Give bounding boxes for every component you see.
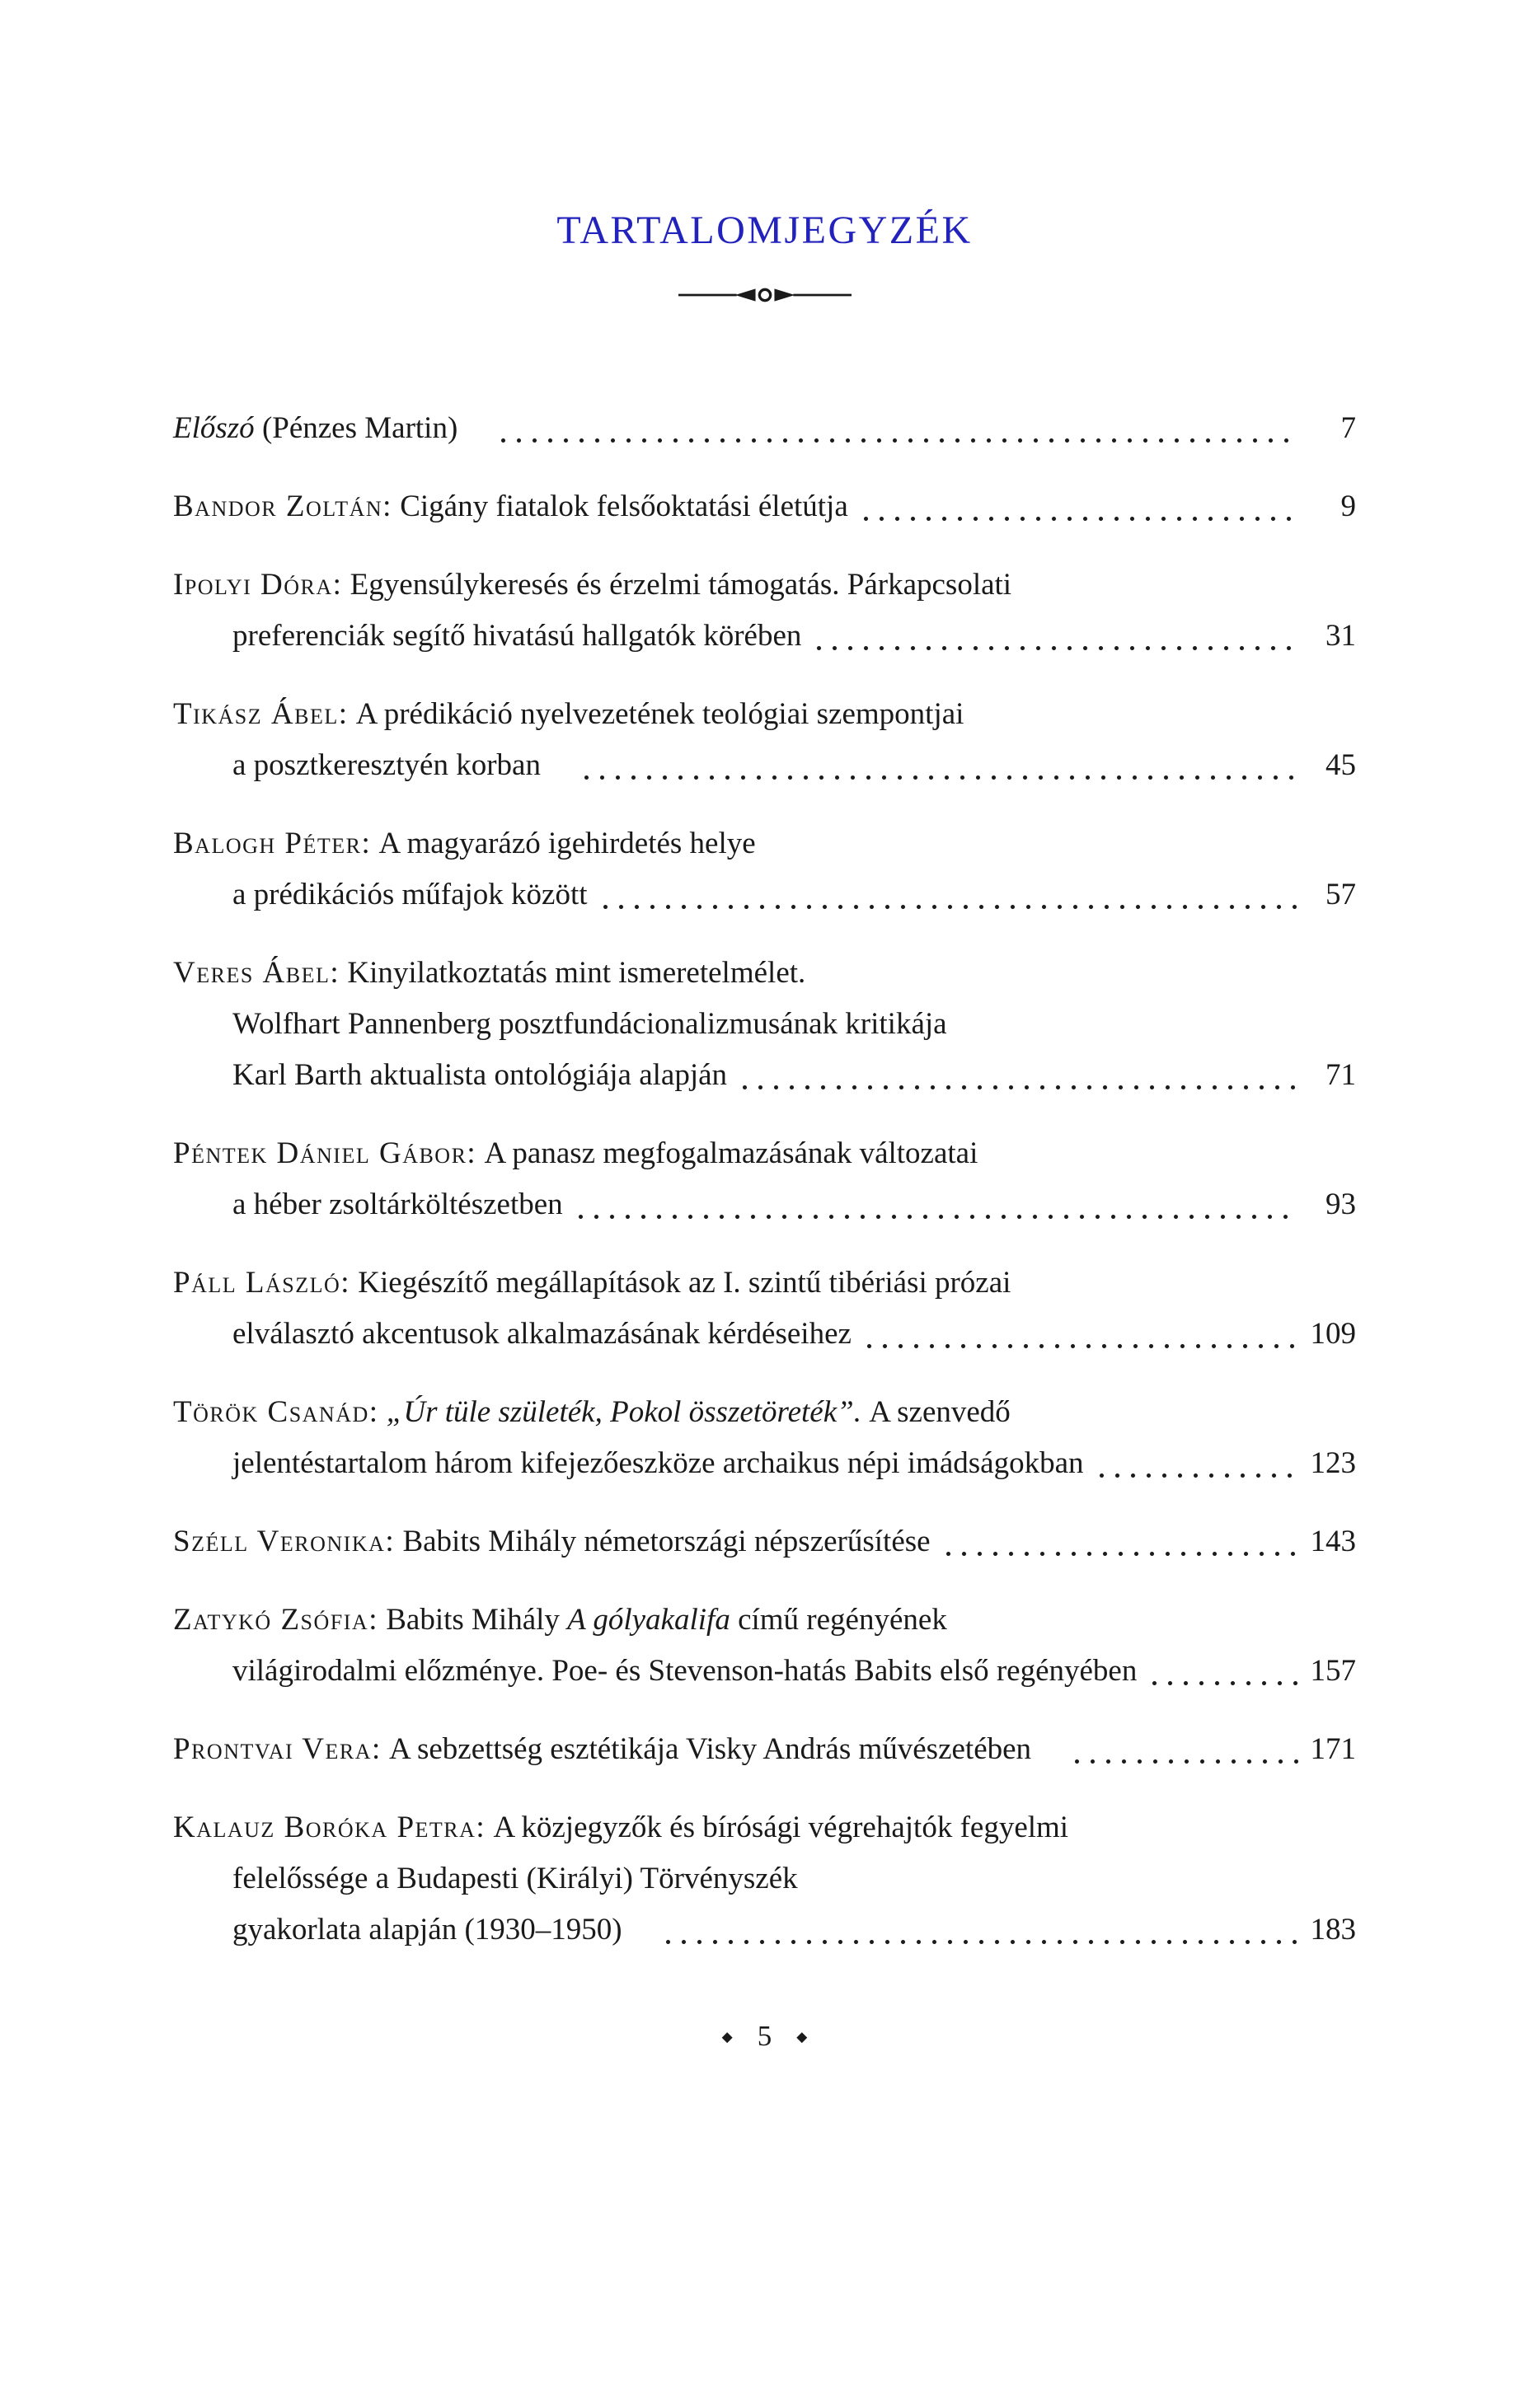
toc-line	[173, 611, 1356, 662]
entry-text-segment: (Pénzes Martin)	[254, 411, 458, 445]
entry-text-segment: Babits Mihály	[378, 1603, 568, 1637]
toc-entry	[173, 1516, 1356, 1567]
entry-text-segment: Bandor Zoltán:	[173, 490, 392, 523]
leader-dots	[579, 740, 1298, 791]
page-number: 57	[1326, 878, 1356, 911]
footer-ornament-right-icon: ◆	[796, 2028, 808, 2045]
entry-text-segment: Tikász Ábel:	[173, 697, 349, 731]
entry-text-segment: című regényének	[730, 1603, 947, 1637]
leader-dots	[1094, 1438, 1299, 1489]
entry-text-segment: Előszó	[173, 411, 255, 445]
page-number: 171	[1310, 1732, 1356, 1766]
toc-line	[173, 948, 1356, 999]
entry-text-segment: „Úr tüle születék, Pokol összetöreték”.	[386, 1395, 861, 1429]
entry-text-segment: preferenciák segítő hivatású hallgatók körében	[232, 619, 802, 653]
entry-text-segment: Péntek Dániel Gábor:	[173, 1136, 477, 1170]
entry-text-segment: Cigány fiatalok felsőoktatási életútja	[392, 490, 848, 523]
entry-text-segment	[379, 1387, 387, 1438]
toc-entry	[173, 818, 1356, 921]
entry-text-segment: a prédikációs műfajok között	[232, 878, 588, 911]
toc-line	[173, 689, 1356, 740]
toc-line	[173, 1258, 1356, 1309]
entry-text-segment: Veres Ábel:	[173, 956, 340, 990]
page-title: TARTALOMJEGYZÉK	[556, 208, 973, 252]
page-number: 45	[1326, 748, 1356, 782]
page-number: 157	[1310, 1654, 1356, 1688]
entry-text-segment: Karl Barth aktualista ontológiája alapján	[232, 1058, 728, 1092]
entry-text-segment: Wolfhart Pannenberg posztfundácionalizmusának kritikája	[232, 1007, 947, 1041]
entry-text-segment: Páll László:	[173, 1266, 351, 1300]
toc-line	[173, 1128, 1356, 1179]
entry-text-segment: A panasz megfogalmazásának változatai	[476, 1136, 978, 1170]
page-number: 7	[1340, 411, 1356, 445]
entry-text-segment: Egyensúlykeresés és érzelmi támogatás. Párkapcsolati	[342, 568, 1012, 602]
entry-text-segment: jelentéstartalom három kifejezőeszköze archaikus népi imádságokban	[232, 1446, 1084, 1480]
entry-text-segment: Balogh Péter:	[173, 827, 372, 860]
toc-entry	[173, 1387, 1356, 1489]
entry-text-segment: a posztkeresztyén korban	[232, 748, 541, 782]
toc-line	[173, 1802, 1356, 1853]
entry-text-segment: A gólyakalifa	[567, 1603, 730, 1637]
leader-dots	[941, 1516, 1298, 1567]
entry-text-segment: A prédikáció nyelvezetének teológiai szempontjai	[348, 697, 964, 731]
leader-dots	[811, 611, 1298, 662]
leader-dots	[660, 1904, 1298, 1956]
toc-line	[173, 1050, 1356, 1101]
entry-text-segment: a héber zsoltárköltészetben	[232, 1188, 563, 1221]
leader-dots	[1147, 1646, 1298, 1697]
toc-line	[173, 869, 1356, 921]
leader-dots	[598, 869, 1298, 921]
toc-line	[173, 1516, 1356, 1567]
footer-ornament-left-icon: ◆	[721, 2028, 733, 2045]
leader-dots	[861, 1309, 1298, 1360]
toc-line	[173, 740, 1356, 791]
entry-text-segment: Ipolyi Dóra:	[173, 568, 343, 602]
toc-entry	[173, 481, 1356, 532]
toc-line	[173, 560, 1356, 611]
toc-entry	[173, 560, 1356, 662]
toc-entry	[173, 689, 1356, 791]
toc-line	[173, 818, 1356, 869]
toc-entry	[173, 1802, 1356, 1956]
toc-line	[173, 1179, 1356, 1230]
toc-entry	[173, 403, 1356, 454]
toc-entry	[173, 1128, 1356, 1230]
toc-entry	[173, 1724, 1356, 1775]
page-number: 9	[1340, 490, 1356, 523]
entry-text-segment: felelőssége a Budapesti (Királyi) Törvényszék	[232, 1862, 798, 1895]
toc-list	[173, 403, 1356, 1956]
toc-page	[0, 208, 1539, 2053]
leader-dots	[858, 481, 1298, 532]
page-number: 71	[1326, 1058, 1356, 1092]
page-footer	[173, 2020, 1356, 2053]
leader-dots	[495, 403, 1298, 454]
toc-line	[173, 1646, 1356, 1697]
page-number: 109	[1310, 1317, 1356, 1351]
entry-text-segment: Kalauz Boróka Petra:	[173, 1811, 486, 1844]
leader-dots	[573, 1179, 1298, 1230]
toc-entry	[173, 1258, 1356, 1360]
divider-ornament-icon	[678, 284, 852, 306]
entry-text-segment: világirodalmi előzménye. Poe- és Stevenson-hatás Babits első regényében	[232, 1654, 1138, 1688]
entry-text-segment: Török Csanád:	[173, 1395, 379, 1429]
entry-text-segment: elválasztó akcentusok alkalmazásának kérdéseihez	[232, 1317, 852, 1351]
page-number: 93	[1326, 1188, 1356, 1221]
entry-text-segment: Széll Veronika:	[173, 1525, 396, 1558]
entry-text-segment: Kinyilatkoztatás mint ismeretelmélet.	[340, 956, 806, 990]
toc-entry	[173, 948, 1356, 1101]
page-number: 123	[1310, 1446, 1356, 1480]
toc-line	[173, 1309, 1356, 1360]
entry-text-segment: Prontvai Vera:	[173, 1732, 382, 1766]
entry-text-segment: A szenvedő	[861, 1395, 1011, 1429]
page-number: 143	[1310, 1525, 1356, 1558]
toc-line	[173, 1387, 1356, 1438]
toc-line	[173, 1724, 1356, 1775]
toc-line	[173, 1438, 1356, 1489]
toc-line	[173, 1904, 1356, 1956]
entry-text-segment: A sebzettség esztétikája Visky András művészetében	[381, 1732, 1032, 1766]
leader-dots	[737, 1050, 1298, 1101]
leader-dots	[1069, 1724, 1298, 1775]
footer-page-number: 5	[757, 2020, 772, 2052]
page-number: 31	[1326, 619, 1356, 653]
entry-text-segment: Kiegészítő megállapítások az I. szintű tibériási prózai	[350, 1266, 1011, 1300]
entry-text-segment: Babits Mihály németországi népszerűsítése	[395, 1525, 931, 1558]
entry-text-segment: gyakorlata alapján (1930–1950)	[232, 1913, 622, 1947]
toc-line	[173, 999, 1356, 1050]
entry-text-segment: Zatykó Zsófia:	[173, 1603, 378, 1637]
toc-line	[173, 1595, 1356, 1646]
entry-text-segment: A magyarázó igehirdetés helye	[371, 827, 756, 860]
toc-entry	[173, 1595, 1356, 1697]
toc-line	[173, 481, 1356, 532]
page-number: 183	[1310, 1913, 1356, 1947]
divider-ornament	[173, 284, 1356, 306]
toc-line	[173, 403, 1356, 454]
toc-line	[173, 1853, 1356, 1904]
entry-text-segment: A közjegyzők és bírósági végrehajtók fegyelmi	[486, 1811, 1069, 1844]
